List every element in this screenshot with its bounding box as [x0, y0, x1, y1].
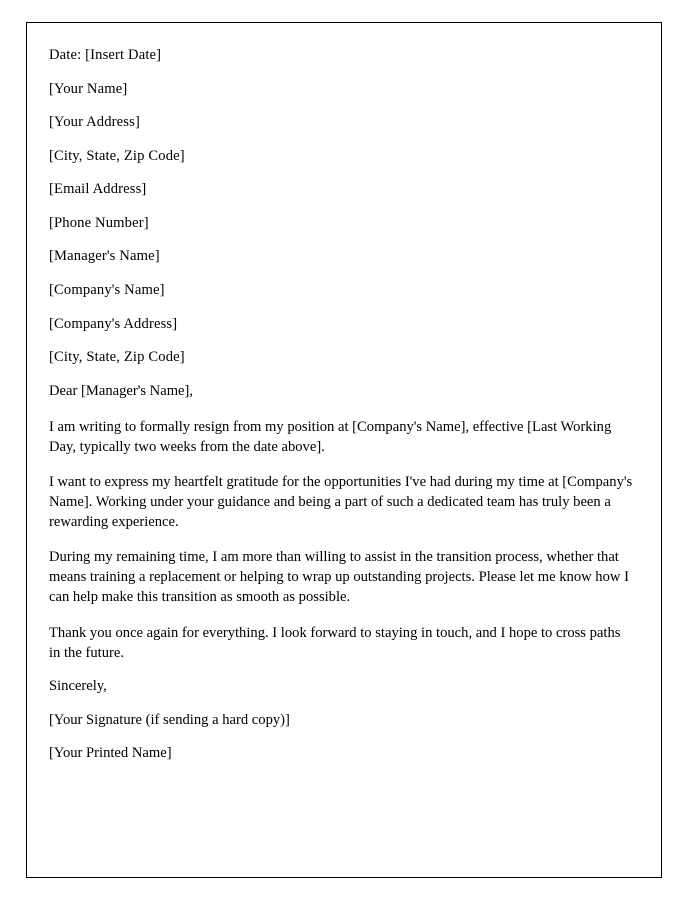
header-line-company-name: [Company's Name] — [49, 282, 165, 299]
header-line-your-address: [Your Address] — [49, 114, 140, 131]
salutation: Dear [Manager's Name], — [49, 382, 194, 399]
signature-placeholder: [Your Signature (if sending a hard copy)] — [49, 711, 290, 728]
header-line-company-address: [Company's Address] — [49, 315, 178, 332]
document-body — [49, 47, 635, 779]
header-line-manager-name: [Manager's Name] — [49, 248, 160, 265]
header-line-company-city-state-zip: [City, State, Zip Code] — [49, 349, 185, 366]
header-line-email: [Email Address] — [49, 181, 147, 198]
header-line-city-state-zip: [City, State, Zip Code] — [49, 147, 185, 164]
closing-salutation: Sincerely, — [49, 677, 107, 694]
body-paragraph-1: I am writing to formally resign from my position at [Company's Name], effective [Last Working Day, typically two weeks from the date above]. — [49, 418, 612, 455]
header-line-phone: [Phone Number] — [49, 214, 149, 231]
body-paragraph-2: I want to express my heartfelt gratitude for the opportunities I've had during my time at [Company's Name]. Working under your guidance and being a part of such a dedicated team has truly been a rewarding experience. — [49, 473, 633, 531]
printed-name-placeholder: [Your Printed Name] — [49, 745, 172, 762]
document-sheet — [26, 22, 662, 878]
body-paragraph-3: During my remaining time, I am more than willing to assist in the transition process, whether that means training a replacement or helping to wrap up outstanding projects. Please let me know how I can help make this transition as smooth as possible. — [49, 549, 629, 606]
header-line-your-name: [Your Name] — [49, 80, 128, 97]
header-line-date: Date: [Insert Date] — [49, 47, 162, 63]
body-paragraph-4: Thank you once again for everything. I look forward to staying in touch, and I hope to cross paths in the future. — [49, 624, 621, 661]
